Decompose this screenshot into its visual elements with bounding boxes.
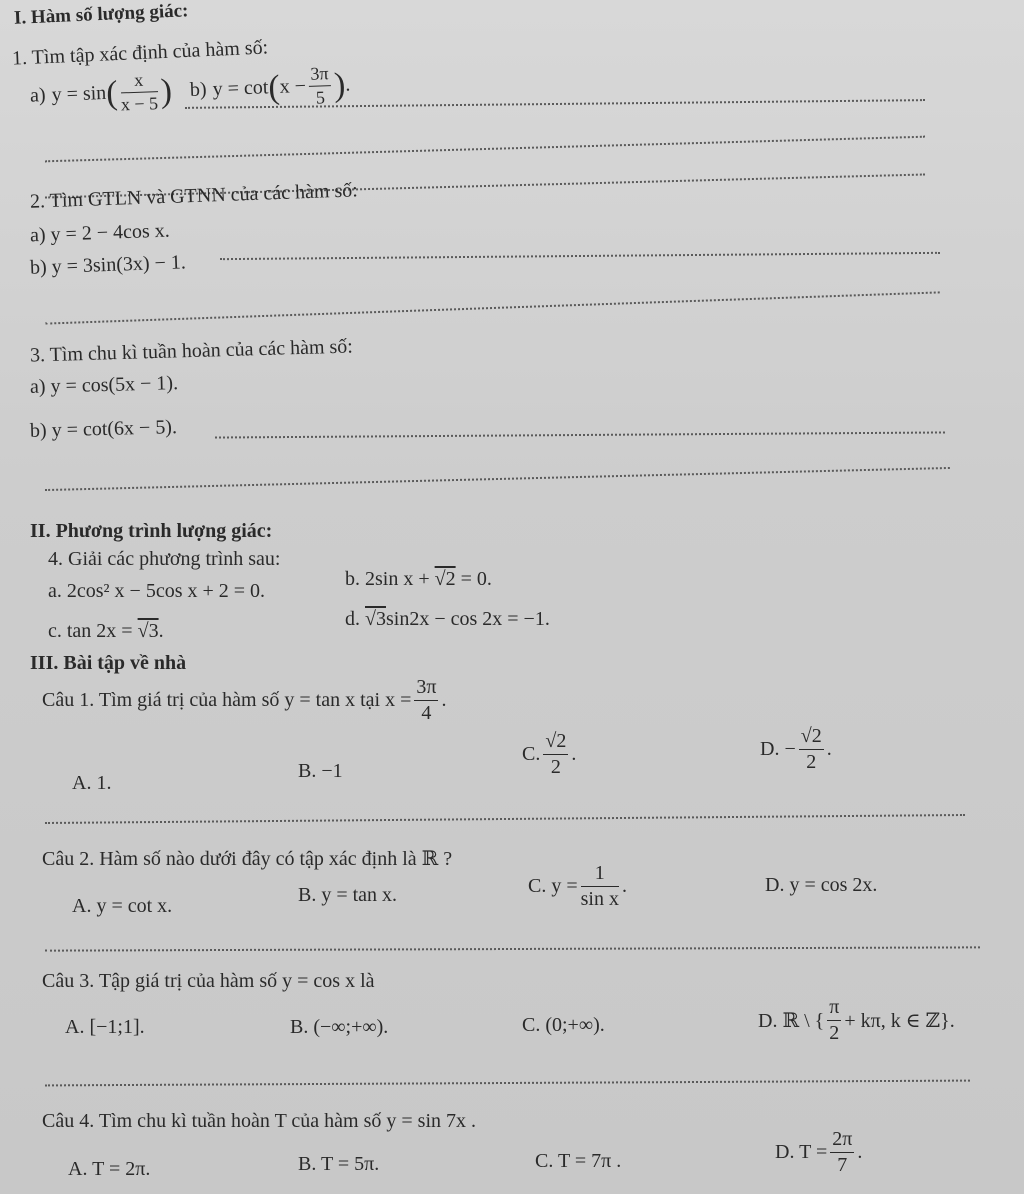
c1-option-b: B. −1 <box>298 760 343 782</box>
q1b-label: b) <box>189 78 208 102</box>
c1d-den: 2 <box>806 751 817 773</box>
c1d-num: √2 <box>799 725 824 750</box>
c2-option-d: D. y = cos 2x. <box>765 874 878 896</box>
c4d-fraction <box>830 1128 854 1177</box>
period-mark: . <box>571 743 577 765</box>
c3-prompt: Câu 3. Tập giá trị của hàm số y = cos x là <box>42 970 375 992</box>
c1-prompt-pre: Câu 1. Tìm giá trị của hàm số y = tan x tại x = <box>42 689 412 711</box>
q1a-num: x <box>120 69 158 93</box>
c2c-fraction <box>581 862 619 911</box>
answer-line <box>215 431 945 438</box>
c4-option-b: B. T = 5π. <box>298 1153 380 1175</box>
q4-prompt: 4. Giải các phương trình sau: <box>48 548 281 570</box>
c1-prompt-num: 3π <box>414 676 438 701</box>
period-mark: . <box>621 875 627 897</box>
period-mark: . <box>857 1141 863 1163</box>
c4-option-c: C. T = 7π . <box>535 1150 622 1172</box>
answer-line <box>220 252 940 260</box>
q3-b: b) y = cot(6x − 5). <box>29 416 178 442</box>
q4d-post: sin2x − cos 2x = −1. <box>385 608 550 630</box>
q1b-num: 3π <box>308 63 331 87</box>
c2-option-c <box>528 862 627 911</box>
q3-prompt: 3. Tìm chu kì tuần hoàn của các hàm số: <box>29 335 354 367</box>
period-mark: . <box>826 738 832 760</box>
q1b-lhs: y = cot <box>212 76 269 101</box>
answer-line <box>45 814 965 824</box>
c1c-num: √2 <box>543 730 568 755</box>
section-2-title: II. Phương trình lượng giác: <box>30 520 273 542</box>
c1-option-d <box>760 725 832 774</box>
answer-line <box>45 291 940 324</box>
paren-left: ( <box>267 68 281 106</box>
q1b-inner: x − <box>279 74 307 98</box>
q4d-pre: d. <box>345 608 365 630</box>
q1a-lhs: y = sin <box>51 81 107 106</box>
q4-a: a. 2cos² x − 5cos x + 2 = 0. <box>48 580 266 602</box>
q1b-end: . <box>344 73 351 96</box>
c4-option-a: A. T = 2π. <box>68 1158 151 1180</box>
c1-prompt <box>42 676 446 725</box>
q1-formulas <box>29 62 351 118</box>
c3-option-a: A. [−1;1]. <box>65 1016 145 1038</box>
c1c-fraction <box>543 730 568 779</box>
c1d-fraction <box>799 725 824 774</box>
section-1-title: I. Hàm số lượng giác: <box>13 0 189 29</box>
c4d-num: 2π <box>830 1128 854 1153</box>
q1a-label: a) <box>29 84 47 107</box>
c1c-den: 2 <box>550 756 561 778</box>
answer-line <box>45 1080 970 1087</box>
c3d-fraction <box>827 996 841 1045</box>
q4d-radical: √3 <box>365 608 386 630</box>
q4-b <box>345 568 492 591</box>
c3d-post: + kπ, k ∈ ℤ}. <box>844 1010 955 1032</box>
c3-option-c: C. (0;+∞). <box>522 1014 605 1036</box>
c3d-num: π <box>827 996 841 1021</box>
q4c-pre: c. tan 2x = <box>48 620 138 642</box>
q2-prompt: 2. Tìm GTLN và GTNN của các hàm số: <box>29 179 359 213</box>
q2-a: a) y = 2 − 4cos x. <box>29 219 171 247</box>
q1b-den: 5 <box>315 87 326 108</box>
c1-option-a: A. 1. <box>72 772 112 794</box>
c1-option-c <box>522 730 576 779</box>
q1a-den: x − 5 <box>120 93 159 115</box>
c1-prompt-fraction <box>414 676 438 725</box>
c4-option-d <box>775 1128 862 1177</box>
paren-left: ( <box>105 74 119 112</box>
q3-a: a) y = cos(5x − 1). <box>29 372 179 398</box>
c4-prompt: Câu 4. Tìm chu kì tuần hoàn T của hàm số y = sin 7x . <box>42 1110 477 1132</box>
c3-option-b: B. (−∞;+∞). <box>290 1016 389 1038</box>
c3d-den: 2 <box>829 1022 840 1044</box>
c1-prompt-end: . <box>441 689 447 711</box>
c2c-label: C. y = <box>528 875 578 897</box>
q1b-fraction <box>308 63 332 109</box>
section-3-title: III. Bài tập về nhà <box>30 652 187 674</box>
q4c-post: . <box>158 620 164 642</box>
answer-line <box>45 136 925 163</box>
c1c-label: C. <box>522 743 541 765</box>
c3-option-d <box>758 996 955 1045</box>
c2-option-b: B. y = tan x. <box>298 884 398 906</box>
paren-right: ) <box>333 66 346 104</box>
paren-right: ) <box>160 72 173 110</box>
q4b-radical: √2 <box>434 568 456 590</box>
q4-c <box>48 620 164 643</box>
c2c-den: sin x <box>580 888 619 910</box>
c2c-num: 1 <box>581 862 619 887</box>
q4b-pre: b. 2sin x + <box>345 568 435 590</box>
q2-b: b) y = 3sin(3x) − 1. <box>29 251 187 279</box>
c2-prompt: Câu 2. Hàm số nào dưới đây có tập xác định là ℝ ? <box>42 848 453 870</box>
answer-line <box>45 946 980 951</box>
c2-option-a: A. y = cot x. <box>72 895 173 917</box>
q1a-fraction <box>120 69 159 115</box>
c1d-label: D. − <box>760 738 796 760</box>
c4d-den: 7 <box>837 1154 848 1176</box>
q4b-post: = 0. <box>455 568 492 590</box>
answer-line <box>45 467 950 491</box>
q4c-radical: √3 <box>137 620 159 642</box>
q4-d <box>345 608 550 631</box>
q1-prompt: 1. Tìm tập xác định của hàm số: <box>11 36 269 70</box>
c4d-label: D. T = <box>775 1141 828 1163</box>
c1-prompt-den: 4 <box>421 702 432 724</box>
c3d-pre: D. ℝ \ { <box>758 1010 825 1032</box>
